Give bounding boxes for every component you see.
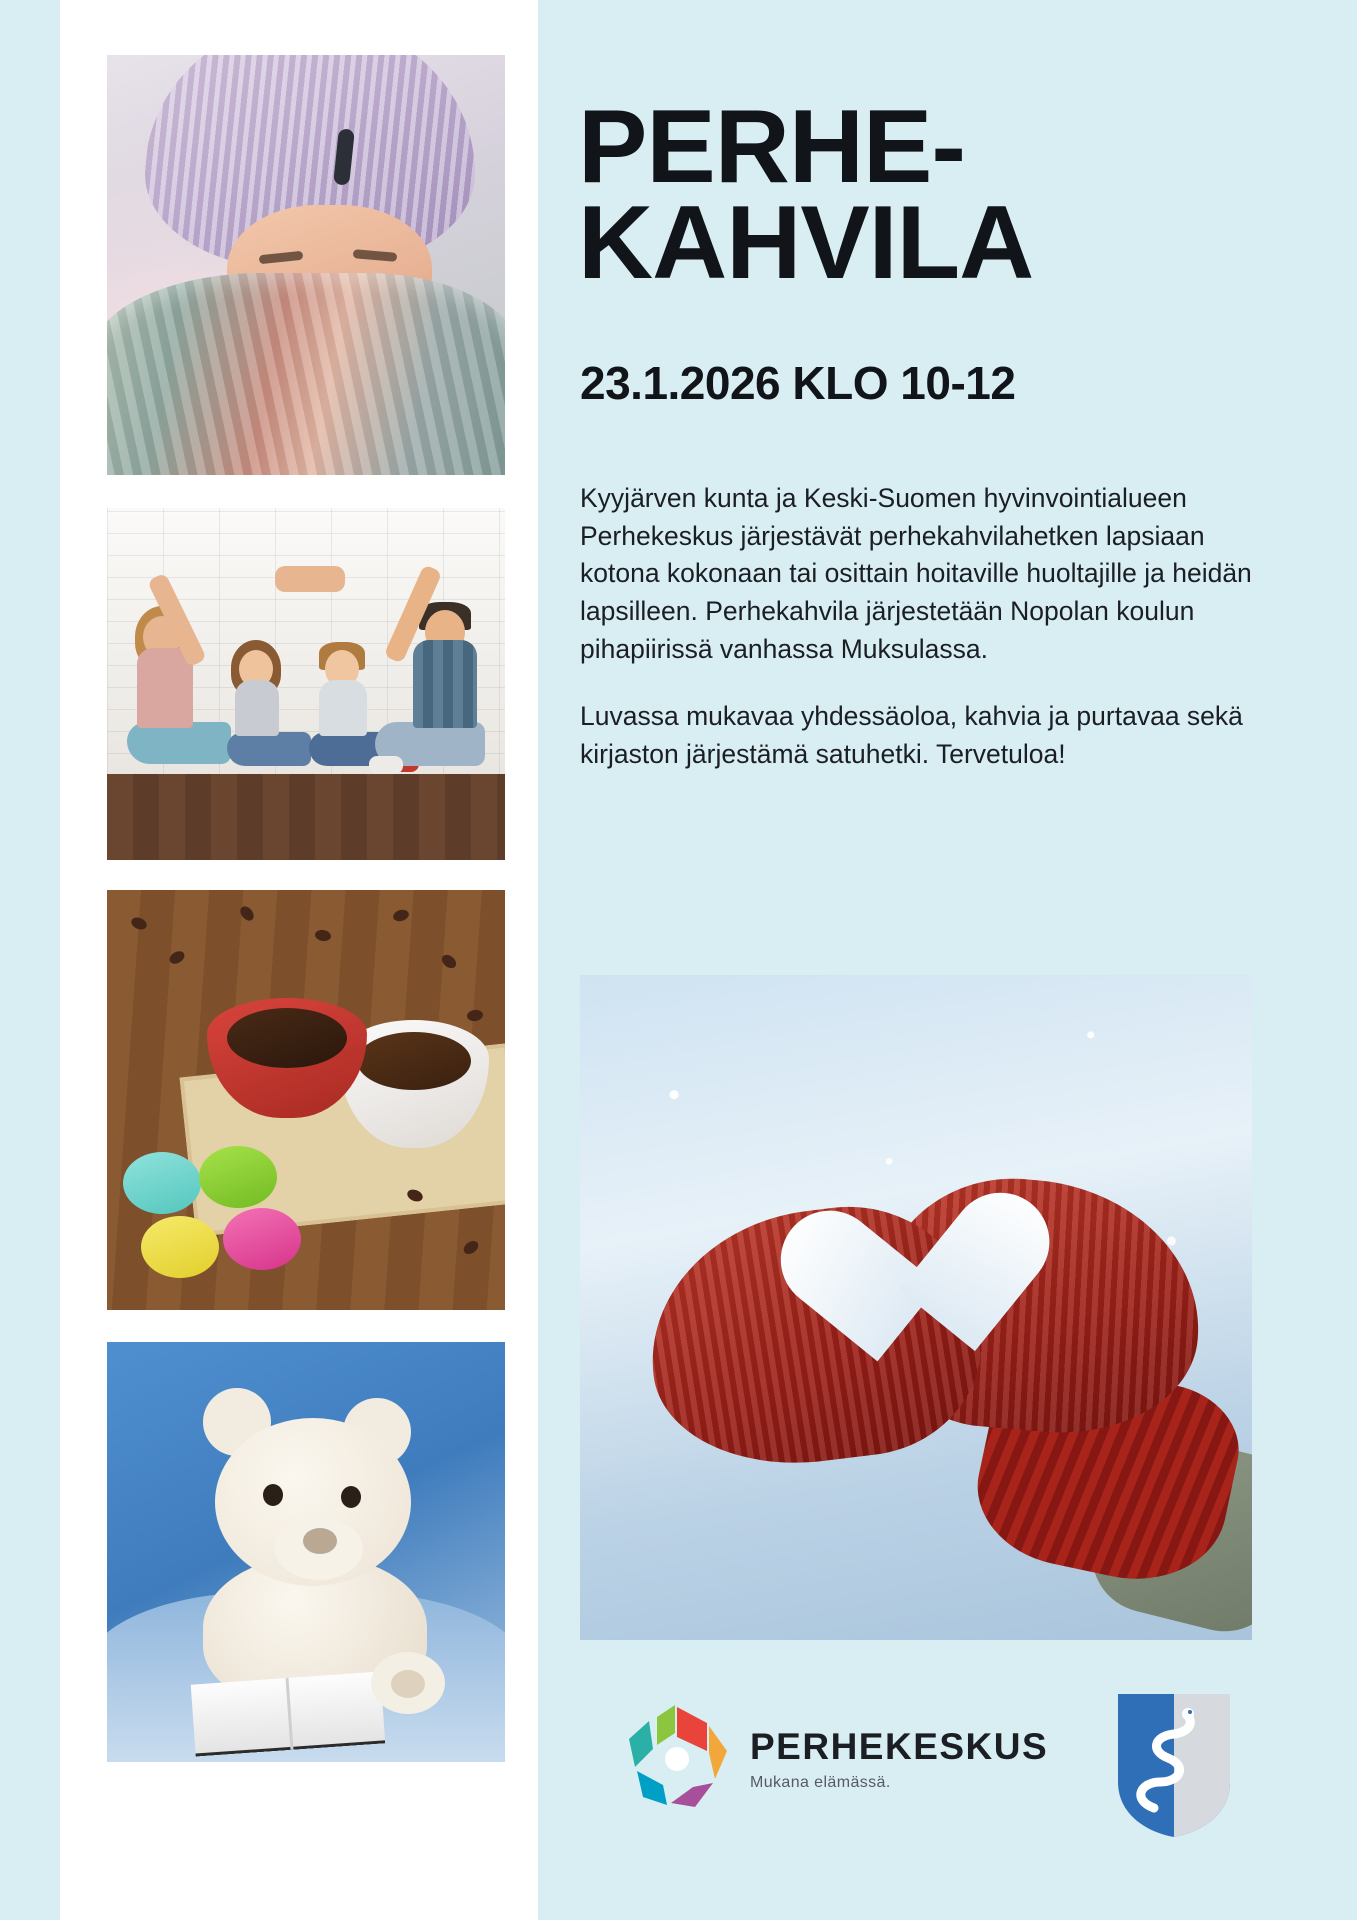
body-text — [580, 480, 1252, 773]
logo-row — [580, 1690, 1252, 1870]
perhekeskus-logo — [622, 1704, 1048, 1814]
paragraph-2: Luvassa mukavaa yhdessäoloa, kahvia ja purtavaa sekä kirjaston järjestämä satuhetki. Tervetuloa! — [580, 701, 1243, 769]
title-line-1: PERHE- — [578, 89, 965, 205]
content-column — [578, 0, 1298, 1920]
mittens-snow-heart-photo — [580, 975, 1252, 1640]
perhekeskus-wordmark: PERHEKESKUS — [750, 1725, 1049, 1767]
kyyjarvi-coat-of-arms-icon — [1114, 1690, 1234, 1840]
winter-child-photo — [107, 55, 505, 475]
perhekeskus-mark-icon — [622, 1704, 732, 1814]
page-title — [578, 89, 1278, 301]
coffee-macarons-photo — [107, 890, 505, 1310]
title-line-2: KAHVILA — [578, 184, 1034, 301]
event-datetime: 23.1.2026 KLO 10-12 — [580, 357, 1016, 409]
paragraph-1: Kyyjärven kunta ja Keski-Suomen hyvinvointialueen Perhekeskus järjestävät perhekahvilahetken lapsiaan kotona kokonaan tai osittain hoitaville huoltajille ja heidän lapsilleen. Perhekahvila järjestetään Nopolan koulun pihapiirissä vanhassa Muksulassa. — [580, 483, 1252, 664]
perhekeskus-slogan: Mukana elämässä. — [750, 1773, 891, 1791]
family-photo — [107, 508, 505, 860]
teddy-bear-photo — [107, 1342, 505, 1762]
